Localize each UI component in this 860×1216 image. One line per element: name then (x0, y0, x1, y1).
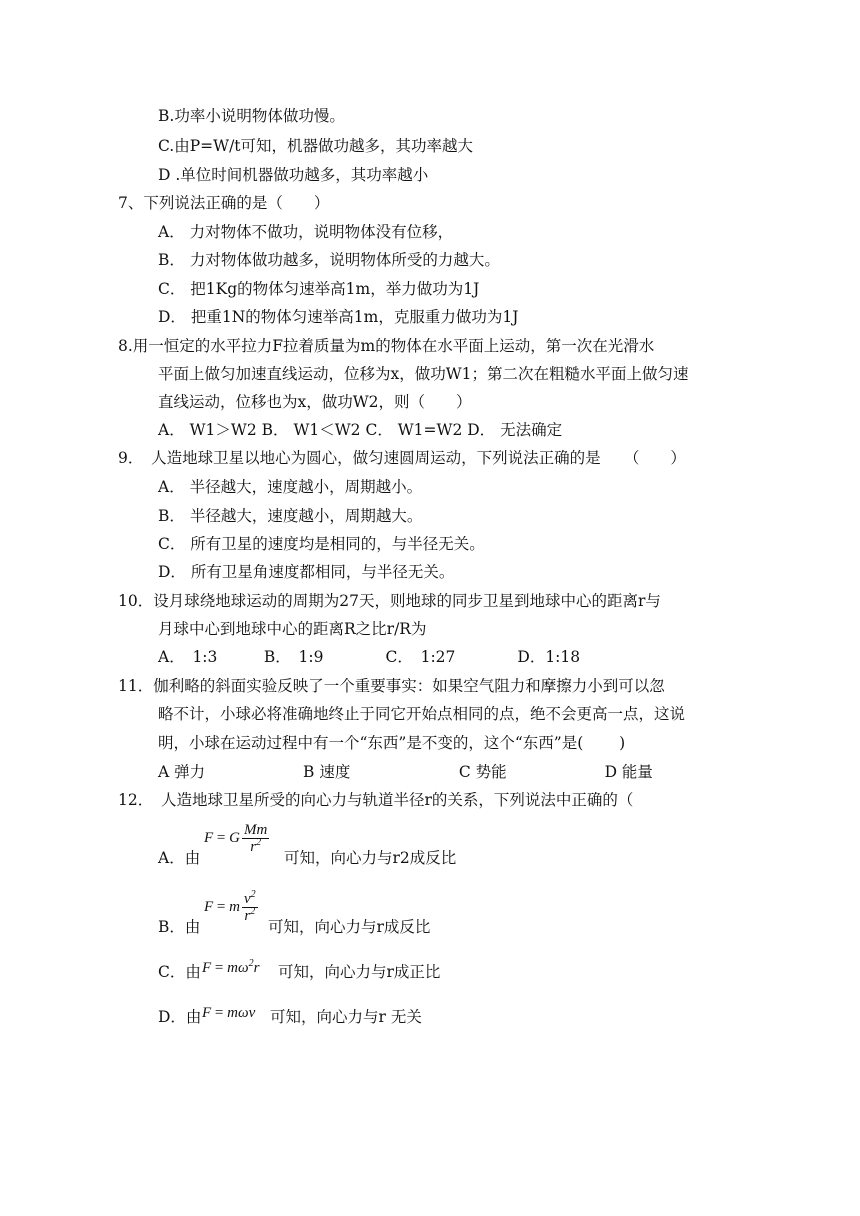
q12-option-a-formula: F = G $\frac{Mm}{r^2}$ (204, 822, 268, 855)
q12-option-b-formula: F = m $\frac{v^2}{r^2}$ (204, 889, 256, 924)
q10-stem-line1: 10．设月球绕地球运动的周期为27天，则地球的同步卫星到地球中心的距离r与 (118, 592, 661, 610)
q7-option-a: A． 力对物体不做功，说明物体没有位移， (158, 223, 454, 241)
q9-option-c: C． 所有卫星的速度均是相同的，与半径无关。 (158, 535, 485, 553)
q12-option-c-suffix: 可知，向心力与r成正比 (278, 963, 441, 981)
q9-option-a: A． 半径越大，速度越小，周期越小。 (158, 478, 423, 496)
q12-option-c-formula: $F = m\omega^2r$ (202, 958, 260, 976)
q7-option-c: C． 把1Kg的物体匀速举高1m，举力做功为1J (158, 280, 480, 298)
q9-stem: 9． 人造地球卫星以地心为圆心，做匀速圆周运动，下列说法正确的是 （ ） (118, 449, 686, 467)
q12-option-d-prefix: D．由 (158, 1008, 202, 1026)
q11-stem-line3: 明，小球在运动过程中有一个“东西”是不变的，这个“东西”是( ) (158, 734, 626, 752)
q10-stem-line2: 月球中心到地球中心的距离R之比r/R为 (158, 620, 427, 638)
q8-stem-line1: 8.用一恒定的水平拉力F拉着质量为m的物体在水平面上运动，第一次在光滑水 (118, 337, 655, 355)
q7-option-b: B． 力对物体做功越多，说明物体所受的力越大。 (158, 251, 500, 269)
q8-stem-line2: 平面上做匀加速直线运动，位移为x，做功W1；第二次在粗糙水平面上做匀速 (158, 365, 689, 383)
q12-option-c-prefix: C．由 (158, 963, 201, 981)
q9-option-d: D． 所有卫星角速度都相同，与半径无关。 (158, 563, 455, 581)
q6-option-b: B.功率小说明物体做功慢。 (158, 107, 345, 125)
q7-stem: 7、下列说法正确的是（ ） (118, 194, 330, 212)
q8-stem-line3: 直线运动，位移也为x，做功W2，则（ ） (158, 393, 472, 411)
q8-options: A． W1＞W2 B． W1＜W2 C． W1=W2 D． 无法确定 (158, 421, 563, 439)
q12-option-d-suffix: 可知，向心力与r 无关 (270, 1008, 422, 1026)
q12-option-a-suffix: 可知，向心力与r2成反比 (284, 849, 457, 867)
q6-option-c: C.由P=W/t可知，机器做功越多，其功率越大 (158, 137, 474, 155)
q10-options: A． 1:3 B． 1:9 C． 1:27 D．1:18 (158, 648, 581, 666)
q12-stem: 12． 人造地球卫星所受的向心力与轨道半径r的关系，下列说法中正确的（ (118, 791, 634, 809)
q11-stem-line2: 略不计，小球必将准确地终止于同它开始点相同的点，绝不会更高一点，这说 (158, 705, 686, 723)
q9-option-b: B． 半径越大，速度越小，周期越大。 (158, 507, 423, 525)
q11-stem-line1: 11．伽利略的斜面实验反映了一个重要事实：如果空气阻力和摩擦力小到可以忽 (118, 677, 665, 695)
q12-option-a-prefix: A．由 (158, 849, 201, 867)
q12-option-b-suffix: 可知，向心力与r成反比 (268, 918, 431, 936)
q6-option-d: D .单位时间机器做功越多，其功率越小 (158, 166, 429, 184)
q12-option-b-prefix: B．由 (158, 918, 201, 936)
q11-options: A 弹力 B 速度 C 势能 D 能量 (158, 763, 653, 781)
q7-option-d: D． 把重1N的物体匀速举高1m，克服重力做功为1J (158, 308, 519, 326)
q12-option-d-formula: F = mωv (202, 1005, 256, 1021)
